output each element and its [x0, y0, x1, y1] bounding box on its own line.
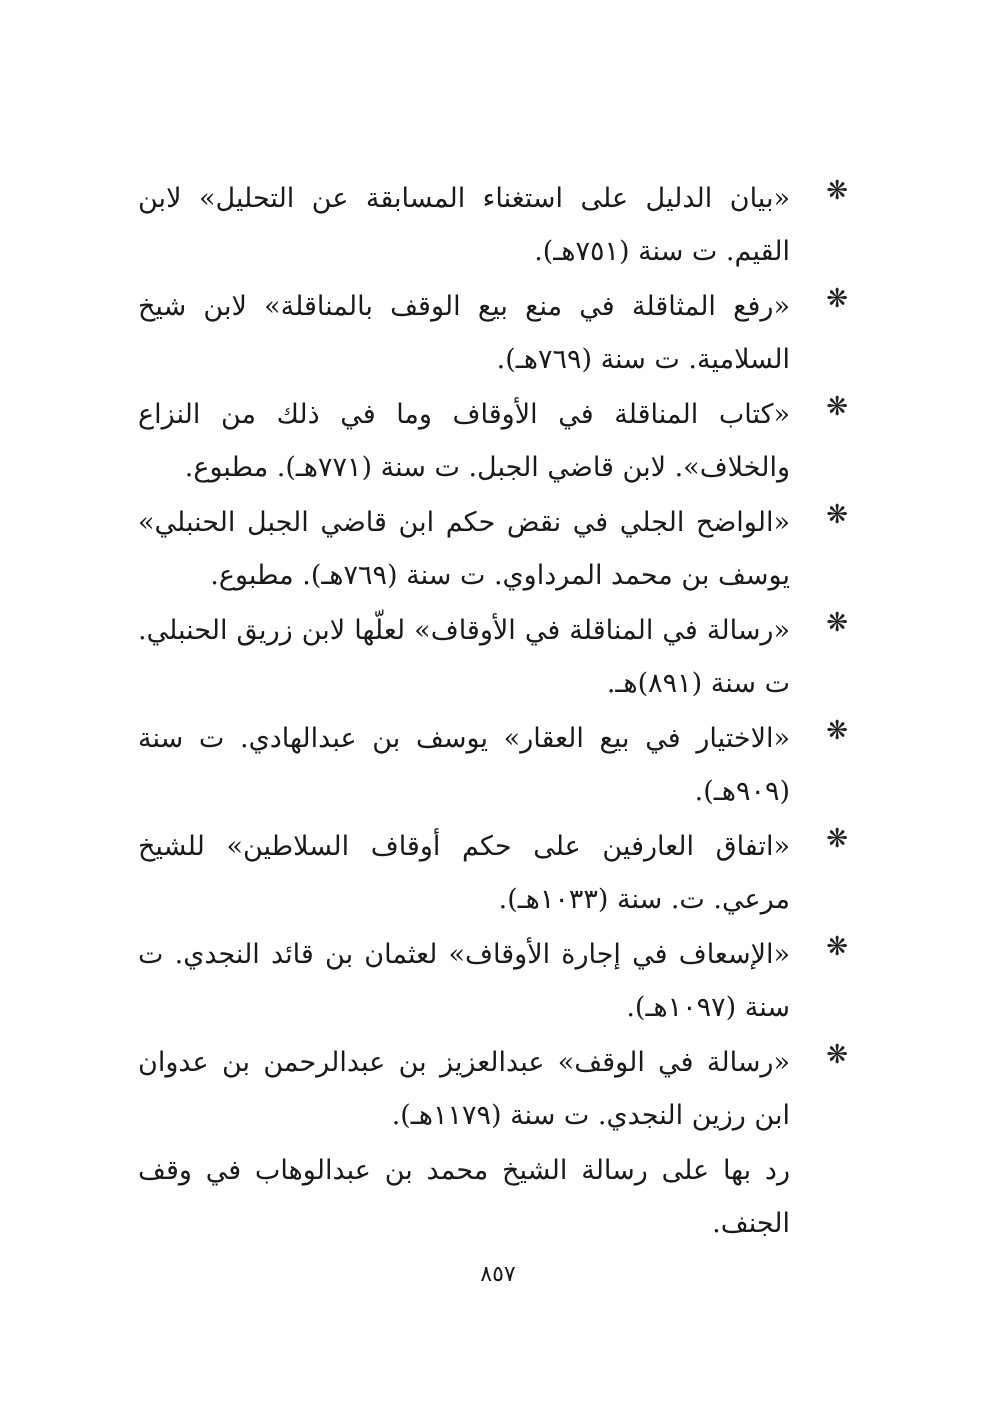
note-text: رد بها على رسالة الشيخ محمد بن عبدالوهاب في وقف الجنف. — [138, 1155, 790, 1239]
asterisk-bullet-icon: ❋ — [826, 1040, 848, 1070]
entry-note — [138, 1144, 860, 1250]
reference-list — [138, 172, 860, 1250]
list-item-text: «اتفاق العارفين على حكم أوقاف السلاطين» للشيخ مرعي. ت. سنة (١٠٣٣هـ). — [138, 831, 790, 915]
asterisk-bullet-icon: ❋ — [826, 716, 848, 746]
list-item-text: «رفع المثاقلة في منع بيع الوقف بالمناقلة» لابن شيخ السلامية. ت سنة (٧٦٩هـ). — [138, 291, 790, 375]
asterisk-bullet-icon: ❋ — [826, 176, 848, 206]
page-number: ٨٥٧ — [480, 1262, 516, 1287]
list-item — [138, 928, 860, 1034]
asterisk-bullet-icon: ❋ — [826, 392, 848, 422]
list-item-text: «رسالة في الوقف» عبدالعزيز بن عبدالرحمن بن عدوان ابن رزين النجدي. ت سنة (١١٧٩هـ). — [138, 1047, 790, 1131]
list-item-text: «رسالة في المناقلة في الأوقاف» لعلّها لابن زريق الحنبلي. ت سنة (٨٩١)هـ. — [138, 615, 790, 699]
list-item-text: «بيان الدليل على استغناء المسابقة عن التحليل» لابن القيم. ت سنة (٧٥١هـ). — [138, 183, 790, 267]
asterisk-bullet-icon: ❋ — [826, 824, 848, 854]
list-item — [138, 496, 860, 602]
asterisk-bullet-icon: ❋ — [826, 284, 848, 314]
list-item — [138, 1036, 860, 1142]
list-item-text: «الإسعاف في إجارة الأوقاف» لعثمان بن قائد النجدي. ت سنة (١٠٩٧هـ). — [138, 939, 790, 1023]
asterisk-bullet-icon: ❋ — [826, 608, 848, 638]
asterisk-bullet-icon: ❋ — [826, 500, 848, 530]
list-item — [138, 280, 860, 386]
asterisk-bullet-icon: ❋ — [826, 932, 848, 962]
list-item-text: «كتاب المناقلة في الأوقاف وما في ذلك من النزاع والخلاف». لابن قاضي الجبل. ت سنة (٧٧١هـ). مطبوع. — [138, 399, 790, 483]
list-item-text: «الاختيار في بيع العقار» يوسف بن عبدالهادي. ت سنة (٩٠٩هـ). — [138, 723, 790, 807]
list-item — [138, 388, 860, 494]
list-item — [138, 712, 860, 818]
list-item-text: «الواضح الجلي في نقض حكم ابن قاضي الجبل الحنبلي» يوسف بن محمد المرداوي. ت سنة (٧٦٩هـ). مطبوع. — [138, 507, 790, 591]
list-item — [138, 172, 860, 278]
list-item — [138, 820, 860, 926]
list-item — [138, 604, 860, 710]
